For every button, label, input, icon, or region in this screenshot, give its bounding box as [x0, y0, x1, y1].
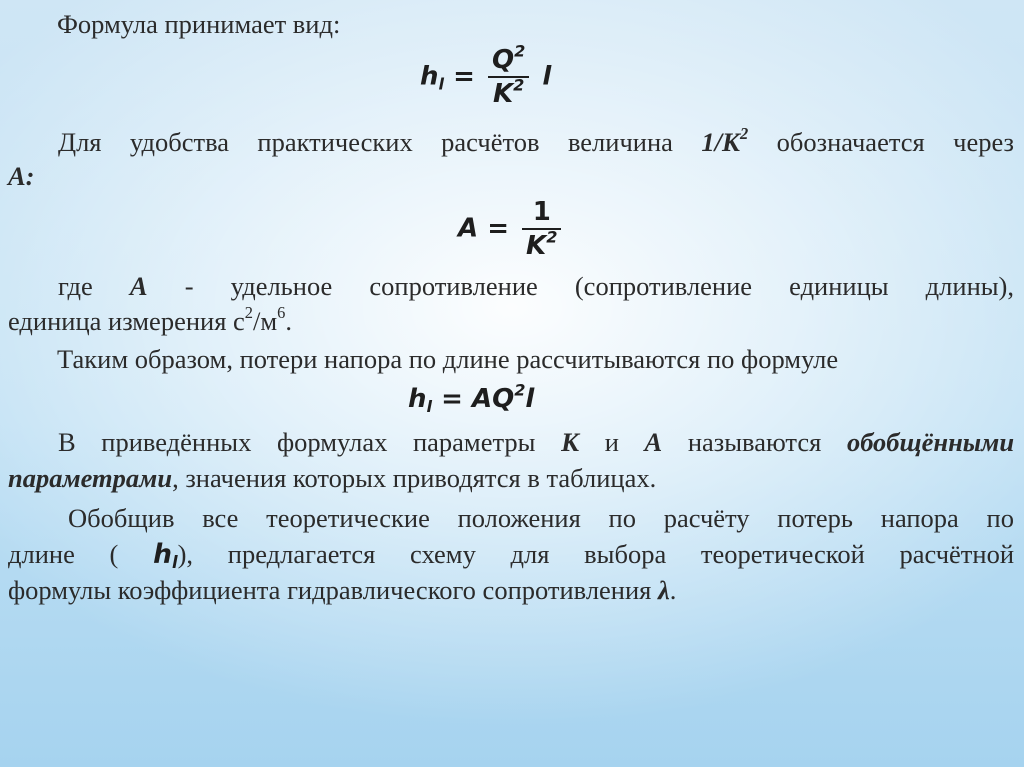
fraction-1-k2: $\frac{1}{K^2}$ [522, 196, 561, 262]
paragraph-4-line-1: В приведённых формулах параметры К и А называются обобщёнными [58, 427, 1015, 457]
paragraph-1-line-1: Для удобства практических расчётов величина $1/К^2$ обозначается через [58, 124, 1015, 157]
fraction-q2-k2: $\frac{Q^2}{K^2}$ [488, 44, 529, 110]
paragraph-1-line-2: А: [8, 161, 35, 191]
paragraph-5-line-3: формулы коэффициента гидравлического сопротивления λ. [8, 575, 677, 605]
paragraph-5-line-1: Обобщив все теоретические положения по расчёту потерь напора по [68, 503, 1014, 533]
formula-head-loss-aq2l: $h_l = AQ^2l$ [408, 380, 535, 416]
intro-text: Формула принимает вид: [57, 9, 341, 39]
paragraph-5-line-2: длине ( $h_l$), предлагается схему для выбора теоретической расчётной [8, 539, 1014, 572]
paragraph-2-line-1: где А - удельное сопротивление (сопротивление единицы длины), [58, 271, 1015, 301]
paragraph-3: Таким образом, потери напора по длине рассчитываются по формуле [57, 344, 839, 374]
formula-head-loss: $h_l$ = $\frac{Q^2}{K^2}$ l [420, 41, 552, 109]
formula-a: A = $\frac{1}{K^2}$ [458, 196, 565, 262]
paragraph-2-line-2: единица измерения $с^2/м^6$. [8, 303, 292, 336]
paragraph-4-line-2: параметрами, значения которых приводятся в таблицах. [8, 463, 657, 493]
